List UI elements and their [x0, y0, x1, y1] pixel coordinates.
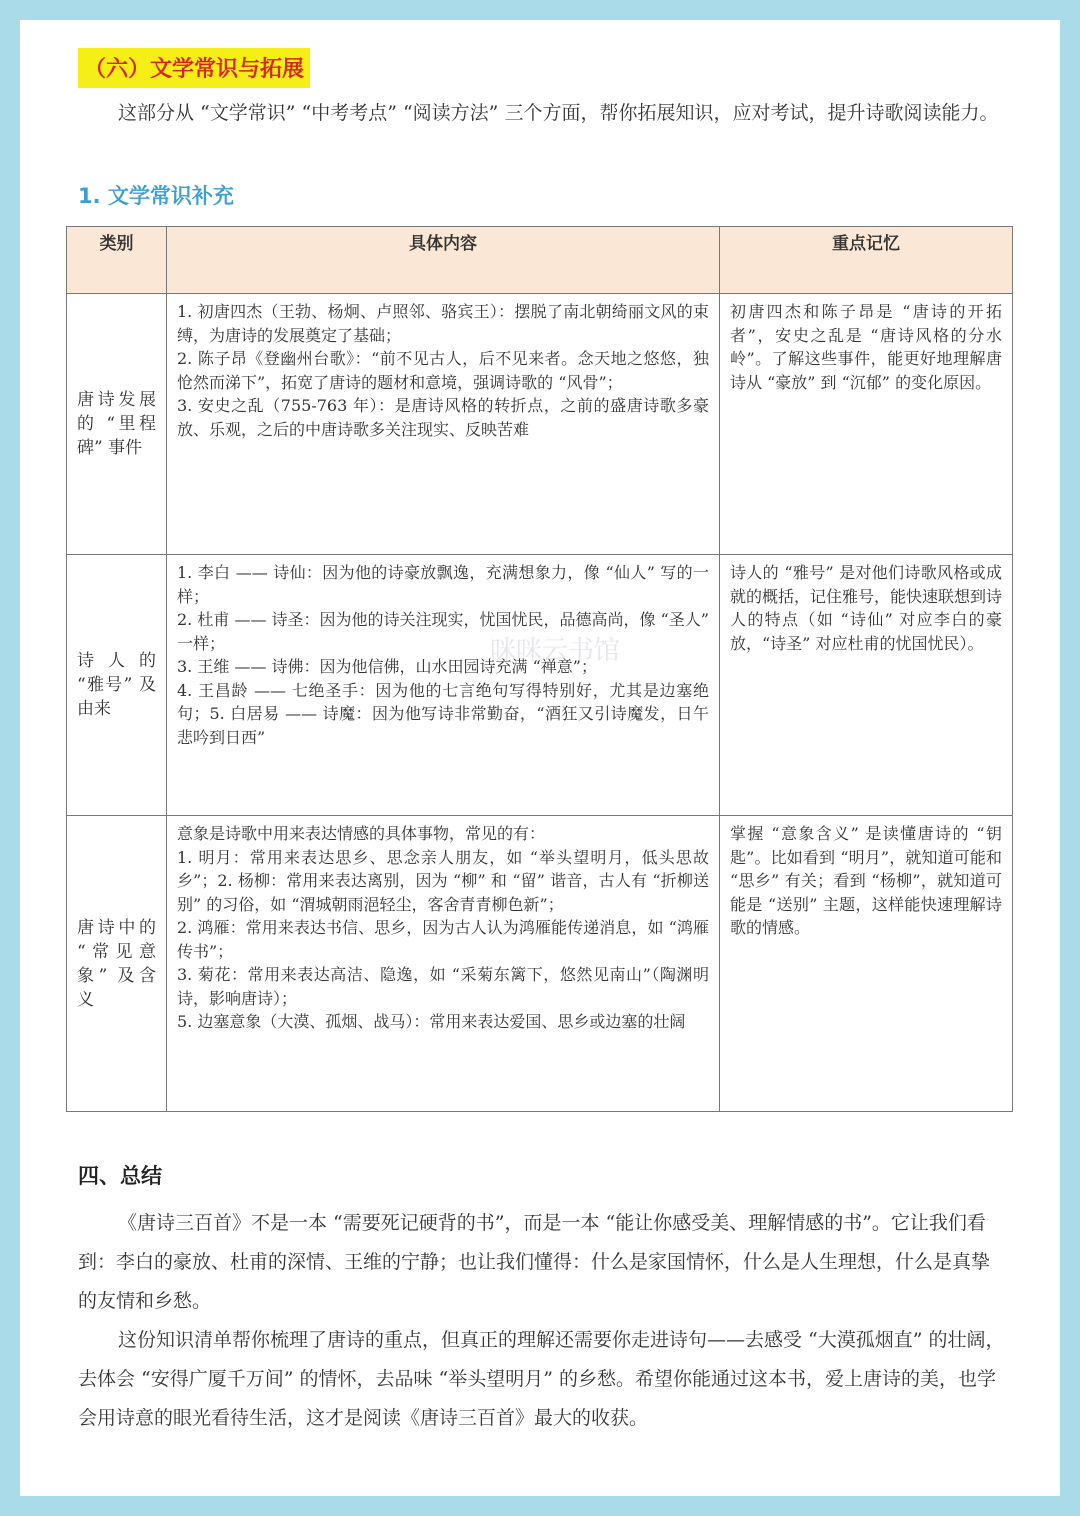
row-memory: 诗人的 “雅号” 是对他们诗歌风格或成就的概括，记住雅号，能快速联想到诗人的特点（如 “诗仙” 对应李白的豪放，“诗圣” 对应杜甫的忧国忧民）。 [720, 555, 1013, 816]
header-category: 类别 [67, 227, 167, 294]
content-item: 3. 王维 —— 诗佛：因为他信佛，山水田园诗充满 “禅意”； [177, 657, 597, 676]
row-content [167, 294, 720, 555]
row-content [167, 555, 720, 816]
content-item: 5. 边塞意象（大漠、孤烟、战马）：常用来表达爱国、思乡或边塞的壮阔 [177, 1012, 686, 1031]
row-memory: 初唐四杰和陈子昂是 “唐诗的开拓者”，安史之乱是 “唐诗风格的分水岭”。了解这些事件，能更好地理解唐诗从 “豪放” 到 “沉郁” 的变化原因。 [720, 294, 1013, 555]
summary-paragraph-2: 这份知识清单帮你梳理了唐诗的重点，但真正的理解还需要你走进诗句——去感受 “大漠孤烟直” 的壮阔，去体会 “安得广厦千万间” 的情怀，去品味 “举头望明月” 的乡愁。希望你能通过这本书，爱上唐诗的美，也学会用诗意的眼光看待生活，这才是阅读《唐诗三百首》最大的收获。 [78, 1329, 1005, 1429]
table-header-row [67, 227, 1013, 294]
subsection-title: 1. 文学常识补充 [78, 184, 234, 208]
summary-title: 四、总结 [78, 1164, 162, 1188]
summary-paragraph-1: 《唐诗三百首》不是一本 “需要死记硬背的书”，而是一本 “能让你感受美、理解情感的书”。它让我们看到：李白的豪放、杜甫的深情、王维的宁静；也让我们懂得：什么是家国情怀，什么是人生理想，什么是真挚的友情和乡愁。 [78, 1212, 991, 1312]
content-item: 3. 菊花：常用来表达高洁、隐逸，如 “采菊东篱下，悠然见南山”（陶渊明诗，影响唐诗）； [177, 965, 709, 1008]
table-row [67, 816, 1013, 1112]
content-item: 1. 初唐四杰（王勃、杨炯、卢照邻、骆宾王）：摆脱了南北朝绮丽文风的束缚，为唐诗的发展奠定了基础； [177, 302, 709, 345]
content-item: 4. 王昌龄 —— 七绝圣手：因为他的七言绝句写得特别好，尤其是边塞绝句；5. 白居易 —— 诗魔：因为他写诗非常勤奋，“酒狂又引诗魔发，日午悲吟到日西” [177, 680, 709, 747]
table-row [67, 555, 1013, 816]
content-item: 2. 陈子昂《登幽州台歌》：“前不见古人，后不见来者。念天地之悠悠，独怆然而涕下”，拓宽了唐诗的题材和意境，强调诗歌的 “风骨”； [177, 349, 709, 392]
content-item: 1. 明月：常用来表达思乡、思念亲人朋友，如 “举头望明月，低头思故乡”；2. 杨柳：常用来表达离别，因为 “柳” 和 “留” 谐音，古人有 “折柳送别” 的习俗，如 “渭城朝雨浥轻尘，客舍青青柳色新”； [177, 847, 709, 914]
row-content [167, 816, 720, 1112]
section-title: （六）文学常识与拓展 [78, 48, 310, 88]
header-memory: 重点记忆 [720, 227, 1013, 294]
row-category: 唐诗发展的 “里程碑” 事件 [67, 294, 167, 555]
table-row [67, 294, 1013, 555]
header-content: 具体内容 [167, 227, 720, 294]
knowledge-table [66, 226, 1013, 1112]
content-item: 1. 李白 —— 诗仙：因为他的诗豪放飘逸，充满想象力，像 “仙人” 写的一样； [177, 563, 709, 606]
content-item: 2. 鸿雁：常用来表达书信、思乡，因为古人认为鸿雁能传递消息，如 “鸿雁传书”； [177, 918, 709, 961]
intro-paragraph: 这部分从 “文学常识” “中考考点” “阅读方法” 三个方面，帮你拓展知识，应对考试，提升诗歌阅读能力。 [118, 102, 999, 124]
content-item: 3. 安史之乱（755-763 年）：是唐诗风格的转折点，之前的盛唐诗歌多豪放、乐观，之后的中唐诗歌多关注现实、反映苦难 [177, 396, 709, 439]
row-memory: 掌握 “意象含义” 是读懂唐诗的 “钥匙”。比如看到 “明月”，就知道可能和 “思乡” 有关；看到 “杨柳”，就知道可能是 “送别” 主题，这样能快速理解诗歌的情感。 [720, 816, 1013, 1112]
row-category: 诗人的 “雅号” 及由来 [67, 555, 167, 816]
content-item: 2. 杜甫 —— 诗圣：因为他的诗关注现实，忧国忧民，品德高尚，像 “圣人” 一样； [177, 610, 709, 653]
watermark: 咪咪云书馆 [490, 636, 621, 666]
document-page [20, 20, 1060, 1496]
row-category: 唐诗中的 “常见意象” 及含义 [67, 816, 167, 1112]
content-item: 意象是诗歌中用来表达情感的具体事物，常见的有： [177, 824, 546, 843]
